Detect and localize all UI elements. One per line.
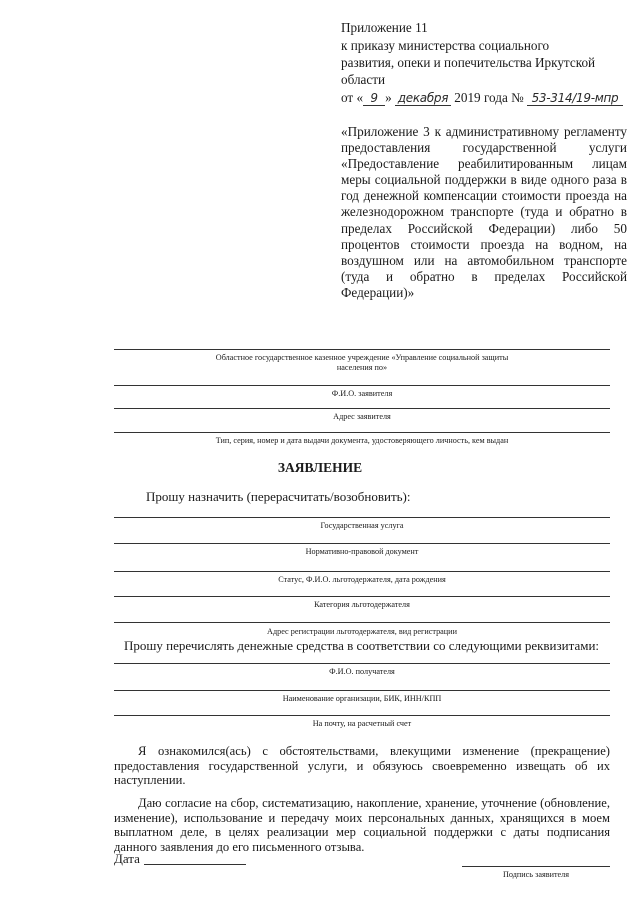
legal-act-line — [114, 543, 610, 544]
status-line — [114, 571, 610, 572]
id-doc-line — [114, 432, 610, 433]
org-line — [114, 690, 610, 691]
caption-legal-act: Нормативно-правовой документ — [305, 547, 419, 556]
caption-category: Категория льготодержателя — [314, 600, 410, 609]
date-label: Дата — [114, 851, 140, 866]
date-day: 9 — [363, 92, 385, 106]
caption-id-doc: Тип, серия, номер и дата выдачи документа, удостоверяющего личность, кем выдан — [215, 436, 509, 445]
caption-recipient: Ф.И.О. получателя — [329, 667, 395, 676]
institution-line — [114, 349, 610, 350]
payment-intro: Прошу перечислять денежные средства в соответствии со следующими реквизитами: — [124, 638, 600, 653]
date-month: декабря — [395, 92, 451, 106]
caption-institution-1: Областное государственное казенное учреждение «Управление социальной защиты — [215, 353, 509, 362]
date-prefix: от « — [341, 90, 364, 105]
caption-institution-2: населения по» — [336, 363, 388, 372]
reg-address-line — [114, 622, 610, 623]
request-intro: Прошу назначить (перерасчитать/возобновить): — [146, 489, 411, 504]
date-year: 2019 года № — [454, 90, 524, 105]
address-line — [114, 408, 610, 409]
page-title: ЗАЯВЛЕНИЕ — [277, 460, 363, 475]
header-line-2: к приказу министерства социального — [341, 38, 550, 53]
header-date-line — [341, 90, 623, 106]
caption-fio: Ф.И.О. заявителя — [331, 389, 393, 398]
header-line-3: развития, опеки и попечительства Иркутской — [341, 55, 596, 70]
recipient-line — [114, 663, 610, 664]
doc-number: 53-314/19-мпр — [527, 92, 623, 106]
caption-reg-address: Адрес регистрации льготодержателя, вид регистрации — [267, 627, 457, 636]
header-line-4: области — [341, 72, 386, 87]
category-line — [114, 596, 610, 597]
consent-paragraph: Даю согласие на сбор, систематизацию, накопление, хранение, уточнение (обновление, изменение), использование и передачу моих персональных данных, хранящихся в моем выплатном деле, в целях реализации мер социальной поддержки с даты подписания данного заявления до его письменного отзыва. — [114, 796, 610, 854]
caption-account: На почту, на расчетный счет — [312, 719, 412, 728]
fio-line — [114, 385, 610, 386]
service-line — [114, 517, 610, 518]
notice-paragraph-1: Я ознакомился(ась) с обстоятельствами, влекущими изменение (прекращение) предоставления государственной услуги, и обязуюсь своевременно извещать об их наступлении. — [114, 744, 610, 788]
caption-status: Статус, Ф.И.О. льготодержателя, дата рождения — [278, 575, 446, 584]
date-mid: » — [385, 90, 392, 105]
caption-org: Наименование организации, БИК, ИНН/КПП — [282, 694, 442, 703]
appendix-3-text: «Приложение 3 к административному регламенту предоставления государственной услуги «Предоставление реабилитированным лицам меры социальной поддержки в виде одного раза в год денежной компенсации стоимости проезда на железнодорожном транспорте (туда и обратно в пределах Российской Федерации) либо 50 процентов стоимости проезда на водном, на воздушном или на автомобильном транспорте (туда и обратно в пределах Российской Федерации)» — [341, 124, 627, 300]
date-line — [144, 864, 246, 865]
caption-address: Адрес заявителя — [333, 412, 391, 421]
caption-signature: Подпись заявителя — [502, 870, 570, 879]
account-line — [114, 715, 610, 716]
header-line-1: Приложение 11 — [341, 20, 428, 35]
signature-line — [462, 866, 610, 867]
caption-service: Государственная услуга — [320, 521, 404, 530]
